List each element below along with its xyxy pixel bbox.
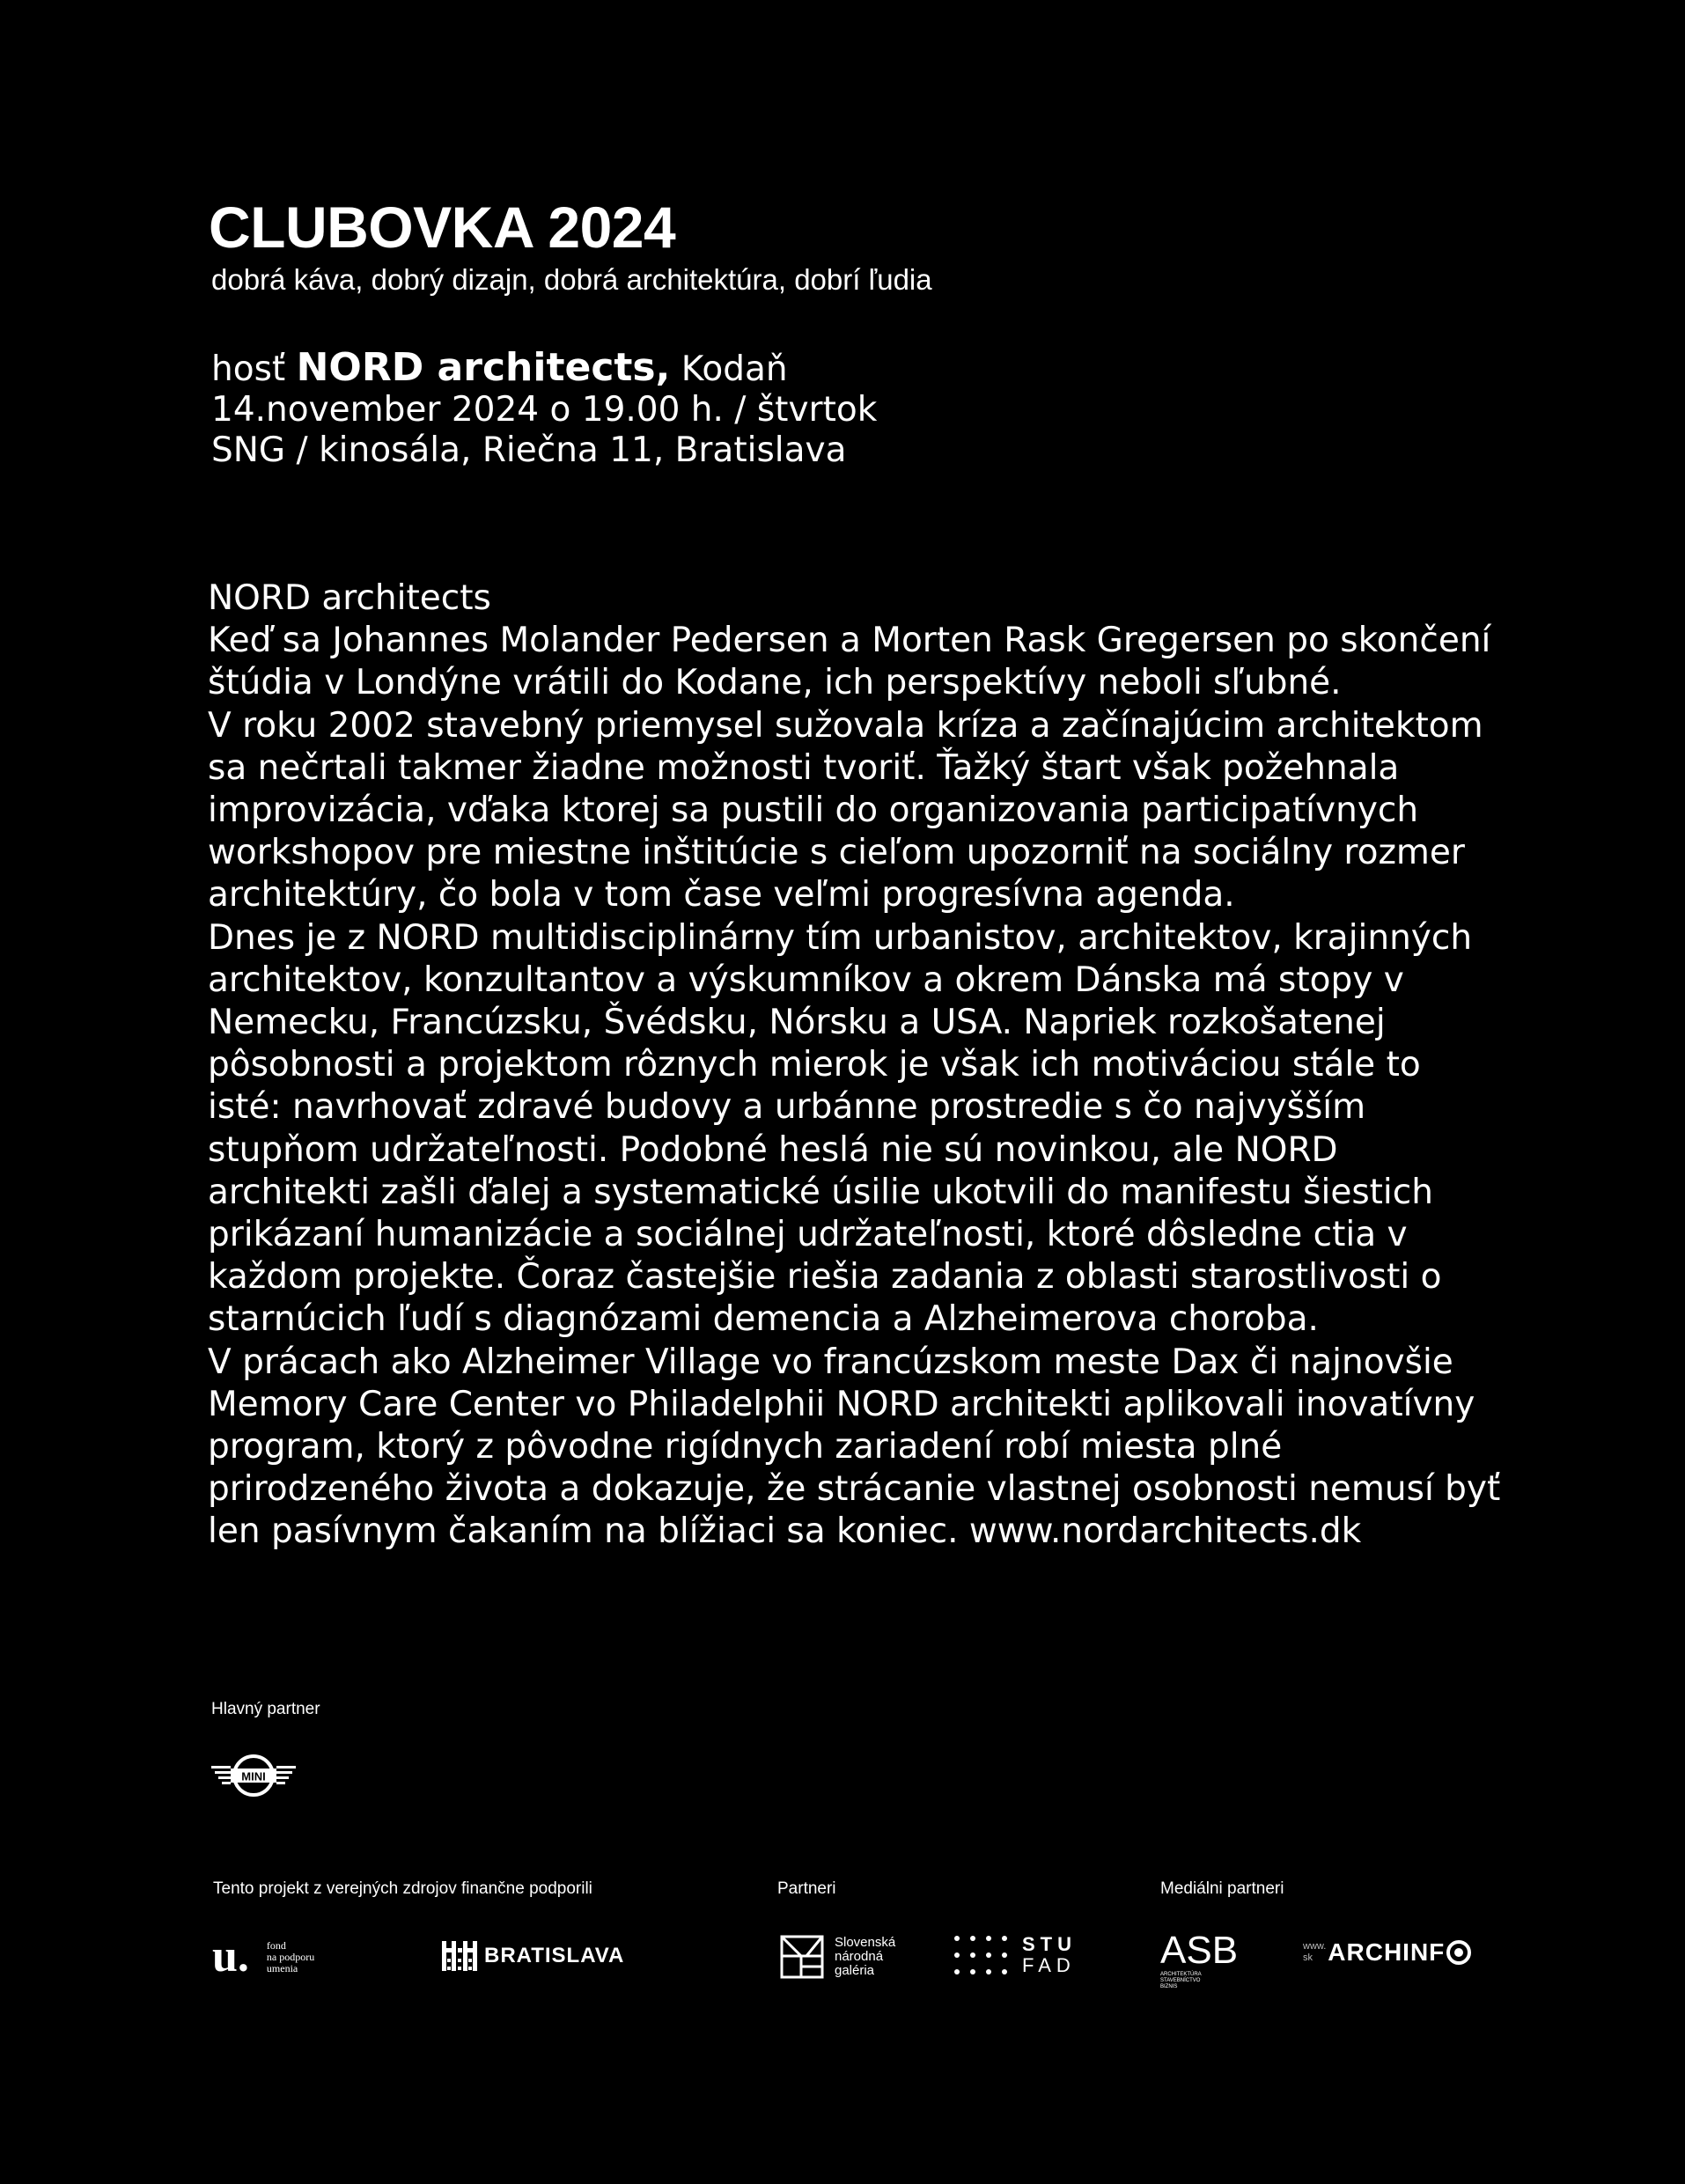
bratislava-logo [442, 1941, 624, 1971]
fpu-text-line: umenia [266, 1961, 298, 1974]
article-heading: NORD architects [208, 578, 491, 618]
stu-fad-text [1022, 1934, 1077, 1976]
stu-dots-icon [953, 1933, 1017, 1977]
event-host-line [211, 345, 877, 390]
host-city: Kodaň [681, 349, 788, 389]
host-prefix: hosť [211, 349, 286, 389]
article-paragraph: Dnes je z NORD multidisciplinárny tím urbanistov, architektov, krajinných architektov, konzultantov a výskumníkov a okrem Dánska má stopy v Nemecku, Francúzsku, Švédsku, Nórsku a USA. Napriek rozkošatenej pôsobnosti a projektom rôznych mierok je však ich motiváciou stále to isté: navrhovať zdravé budovy a urbánne prostredie s čo najvyšším stupňom udržateľnosti. Podobné heslá nie sú novinkou, ale NORD architekti zašli ďalej a systematické úsilie ukotvili do manifestu šiestich prikázaní humanizácie a sociálnej udržateľnosti, ktoré dôsledne ctia v každom projekte. Čoraz častejšie riešia zadania z oblasti starostlivosti o starnúcich ľudí s diagnózami demencia a Alzheimerova choroba. [208, 917, 1473, 1340]
bratislava-emblem-icon [442, 1941, 477, 1971]
sng-emblem-icon [780, 1935, 824, 1979]
asb-logo [1160, 1930, 1238, 1990]
fad-text: FAD [1022, 1954, 1076, 1976]
stu-fad-logo [953, 1933, 1077, 1977]
asb-subtext-line: STAVEBNÍCTVO [1160, 1978, 1201, 1983]
sng-text [835, 1936, 895, 1978]
bratislava-logo-text: BRATISLAVA [484, 1944, 625, 1967]
media-partners-label: Mediálni partneri [1160, 1879, 1284, 1898]
archinfo-prefix-line: sk [1303, 1952, 1313, 1963]
page-subtitle: dobrá káva, dobrý dizajn, dobrá architektúra, dobrí ľudia [211, 263, 932, 296]
stu-text: STU [1022, 1933, 1077, 1955]
article-paragraph: V roku 2002 stavebný priemysel sužovala kríza a začínajúcim architektom sa nečrtali takmer žiadne možnosti tvoriť. Ťažký štart však požehnala improvizácia, vďaka ktorej sa pustili do organizovania participatívnych workshopov pre miestne inštitúcie s cieľom upozorniť na sociálny rozmer architektúry, čo bola v tom čase veľmi progresívna agenda. [208, 705, 1483, 916]
fpu-logo [212, 1933, 314, 1981]
sng-text-line: galéria [835, 1963, 875, 1978]
page-title: CLUBOVKA 2024 [209, 195, 676, 260]
archinfo-logo [1303, 1938, 1472, 1967]
funding-label: Tento projekt z verejných zdrojov finančne podporili [213, 1879, 592, 1898]
sng-text-line: národná [835, 1949, 884, 1964]
asb-logo-text: ASB [1160, 1929, 1239, 1972]
fpu-text-line: fond [266, 1938, 286, 1952]
partners-label: Partneri [777, 1879, 836, 1898]
article-body [208, 577, 1502, 1554]
mini-logo [211, 1754, 296, 1803]
event-datetime: 14.november 2024 o 19.00 h. / štvrtok [211, 390, 878, 430]
fpu-text [267, 1940, 314, 1974]
asb-subtext-line: ARCHITEKTÚRA [1160, 1972, 1202, 1977]
archinfo-logo-text: ARCHINF [1328, 1938, 1446, 1966]
article-paragraph: V prácach ako Alzheimer Village vo francúzskom meste Dax či najnovšie Memory Care Center vo Philadelphii NORD architekti aplikovali inovatívny program, ktorý z pôvodne rigídnych zariadení robí miesta plné prirodzeného života a dokazuje, že strácanie vlastnej osobnosti nemusí byť len pasívnym čakaním na blížiaci sa koniec. www.nordarchitects.dk [208, 1342, 1501, 1552]
mini-logo-text: MINI [241, 1769, 266, 1783]
host-name: NORD architects, [296, 345, 671, 390]
event-venue: SNG / kinosála, Riečna 11, Bratislava [211, 430, 847, 470]
sng-logo [780, 1935, 895, 1979]
event-info [211, 345, 878, 471]
sng-text-line: Slovenská [835, 1935, 896, 1950]
asb-subtext-line: BIZNIS [1160, 1984, 1178, 1989]
archinfo-prefix [1303, 1941, 1326, 1964]
archinfo-prefix-line: www. [1303, 1941, 1327, 1952]
main-partner-label: Hlavný partner [211, 1700, 320, 1718]
fpu-mark: u. [212, 1931, 249, 1982]
article-paragraph: Keď sa Johannes Molander Pedersen a Morten Rask Gregersen po skončení štúdia v Londýne vrátili do Kodane, ich perspektívy neboli sľubné. [208, 621, 1491, 703]
fpu-text-line: na podporu [266, 1950, 315, 1963]
asb-subtext [1160, 1972, 1238, 1990]
archinfo-eye-icon [1446, 1939, 1472, 1966]
mini-logo-icon [211, 1754, 296, 1799]
